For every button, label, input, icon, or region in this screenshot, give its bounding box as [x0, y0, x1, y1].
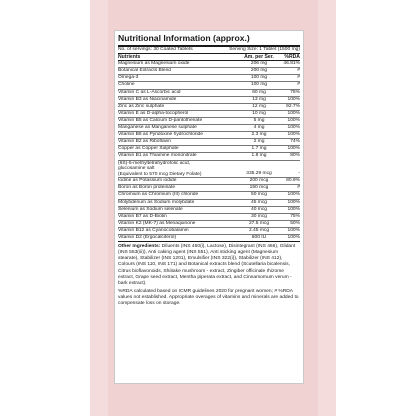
nutrient-name: Copper as Copper Sulphate: [118, 146, 179, 152]
nutrient-amount: 50 mcg: [250, 192, 268, 198]
footnote: %RDA calculated based on ICMR guidelines 2020 for pregnant women; # %RDA values not established. Appropriate overages of vitamins and minerals are added to compensate loss on storage.: [118, 288, 299, 306]
serving-size: Serving Size: 1 Tablet (1500 mg): [229, 47, 300, 52]
nutrient-name: Omega-3: [118, 75, 139, 81]
table-row: [118, 82, 300, 89]
nutrient-name: Choline: [118, 82, 135, 88]
nutrient-name: Vitamin C as L-Ascorbic acid: [118, 89, 181, 95]
nutrient-rda: 100%: [287, 117, 300, 123]
table-row: [118, 61, 300, 68]
nutrient-name: Vitamin B7 as D-Biotin: [118, 213, 167, 219]
nutrient-name: Vitamin B6 as Pyridoxine hydrochloride: [118, 132, 203, 138]
table-row: [118, 185, 300, 192]
folate-line-1: (6S)-5-methyltetrahydrofolic acid,: [118, 160, 191, 166]
nutrient-amount: 1.7 mg: [251, 146, 267, 152]
header-rda: %RDA: [284, 54, 300, 61]
nutrient-amount: 200 mg: [250, 68, 268, 74]
nutrient-name: Vitamin B1 as Thiamine mononitrate: [118, 153, 197, 159]
nutrient-amount: 1.8 mg: [251, 153, 267, 159]
nutrient-rda: 75%: [290, 89, 300, 95]
nutrient-name: Vitamin B5 as Calcium D-pantothenate: [118, 117, 203, 123]
nutrient-amount: 13 mg: [252, 96, 266, 102]
nutrient-name: Iodine as Potassium iodide: [118, 178, 177, 184]
folate-line-2: glucosamine salt: [118, 166, 155, 172]
table-row: [118, 178, 300, 185]
servings-row: [118, 47, 300, 54]
nutrient-name: Boron as Boron proteinate: [118, 185, 176, 191]
nutrient-name: Vitamin E as D-alpha-tocopherol: [118, 110, 189, 116]
other-ingredients: [118, 244, 300, 287]
table-row: [118, 228, 300, 235]
nutrient-rda: 80.9%: [286, 178, 300, 184]
table-row: [118, 235, 300, 242]
nutrient-rda: 100%: [287, 132, 300, 138]
table-row: [118, 192, 300, 199]
nutrient-amount: 600 IU: [251, 235, 267, 241]
table-row: [118, 132, 300, 139]
nutrient-amount: 30 mcg: [250, 213, 268, 219]
nutrient-rows: [118, 61, 300, 242]
ingredients-heading: Other Ingredients:: [118, 244, 161, 250]
servings-count: No. of servings: 30 Coated Tablets: [118, 47, 193, 52]
table-header: [118, 54, 300, 61]
nutrient-amount: 200 mcg: [249, 178, 269, 184]
nutrient-rda: 100%: [287, 235, 300, 241]
nutrient-amount: 150 mcg: [249, 185, 269, 191]
nutrient-name: Vitamin B12 as Cyanocobalamin: [118, 227, 189, 233]
nutrient-rda: 100%: [287, 199, 300, 205]
table-row: [118, 125, 300, 132]
nutrient-rda: #: [297, 68, 300, 74]
nutrient-amount: 60 mg: [252, 89, 266, 95]
header-amount: Am. per Ser.: [244, 54, 274, 61]
nutrient-amount: 4 mg: [253, 125, 265, 131]
nutrient-amount: 10 mg: [252, 110, 266, 116]
nutrient-rda: 80%: [290, 153, 300, 159]
table-row: [118, 139, 300, 146]
nutrient-rda: 75%: [290, 213, 300, 219]
table-row: [118, 200, 300, 207]
header-nutrients: Nutrients: [118, 54, 141, 61]
table-row: [118, 75, 300, 82]
nutrient-amount: 45 mcg: [250, 199, 268, 205]
folate-rda: -: [298, 171, 300, 177]
folate-line-3: (Equivalent to 570 mcg Dietary Folate): [118, 171, 202, 177]
table-row: [118, 111, 300, 118]
table-row: [118, 118, 300, 125]
nutrient-name: Manganese as Manganese sulphate: [118, 125, 197, 131]
label-title: Nutritional Information (approx.): [118, 33, 300, 47]
nutrient-name: Botanical Extracts Blend: [118, 68, 172, 74]
nutrient-amount: 2 mg: [253, 139, 265, 145]
table-row: [118, 214, 300, 221]
nutrient-rda: 100%: [287, 227, 300, 233]
nutrient-rda: 50%: [290, 220, 300, 226]
folate-name: [118, 161, 242, 178]
nutrient-amount: 2.45 mcg: [248, 227, 270, 233]
nutrient-amount: 2.3 mg: [251, 132, 267, 138]
nutrient-rda: 100%: [287, 146, 300, 152]
nutrient-rda: 100%: [287, 96, 300, 102]
nutrient-amount: 100 mg: [250, 75, 268, 81]
table-row: [118, 90, 300, 97]
table-row: [118, 68, 300, 75]
table-row: [118, 97, 300, 104]
nutrient-rda: 74%: [290, 139, 300, 145]
table-row: [118, 153, 300, 160]
nutrient-rda: 100%: [287, 192, 300, 198]
nutrition-label: [114, 30, 304, 384]
nutrient-name: Vitamin B3 as Niacinamide: [118, 96, 177, 102]
nutrient-name: Vitamin D2 (Ergocalciferol): [118, 235, 177, 241]
nutrient-amount: 100 mg: [250, 82, 268, 88]
nutrient-name: Zinc as Zinc sulphate: [118, 103, 165, 109]
nutrient-amount: 206 mg: [250, 61, 268, 67]
nutrient-rda: 100%: [287, 125, 300, 131]
nutrient-rda: #: [297, 82, 300, 88]
nutrient-amount: 40 mcg: [250, 206, 268, 212]
nutrient-name: Chromium as Chromium (III) chloride: [118, 192, 199, 198]
table-row: [118, 221, 300, 228]
nutrient-name: Selenium as Sodium selenate: [118, 206, 183, 212]
nutrient-name: Vitamin K2 (MK-7) as Menaquinone: [118, 220, 196, 226]
nutrient-amount: 12 mg: [252, 103, 266, 109]
folate-amount: 335.29 mcg: [246, 171, 272, 177]
table-row: [118, 104, 300, 111]
nutrient-rda: #: [297, 75, 300, 81]
nutrient-amount: 5 mg: [253, 117, 265, 123]
nutrient-rda: 46.81%: [283, 61, 300, 67]
nutrient-name: Magnesium as Magnesium oxide: [118, 61, 190, 67]
nutrient-name: Vitamin B2 as Riboflavin: [118, 139, 171, 145]
nutrient-rda: 100%: [287, 206, 300, 212]
nutrient-rda: 100%: [287, 110, 300, 116]
nutrient-rda: #: [297, 185, 300, 191]
table-row-folate: [118, 161, 300, 179]
nutrient-rda: 92.7%: [286, 103, 300, 109]
table-row: [118, 207, 300, 214]
nutrient-name: Molybdenum as Sodium molybdate: [118, 199, 195, 205]
table-row: [118, 146, 300, 153]
ingredients-text: Diluents (INS 460(i), Lactose), Disintegrant (INS 466), Glidant (INS 553(iii)), Anti caking agent (INS 551), Anti sticking agent (Magnesium stearate), Stabilizer (INS 1201), Emulsifier (INS 322(i)), Stabilizer (INS 412), Colours (INS 110, INS 171) and Botanical extracts blend (Scutellaria bicalensis, Citrus bioflavonoids, Shiitake mushroom - extract, Zingiber officinale rhizome extract, Grape seed extract, Mentha piperata extract, and Cinnamomum verum - bark extract).: [118, 244, 296, 286]
nutrient-amount: 27.5 mcg: [248, 220, 270, 226]
